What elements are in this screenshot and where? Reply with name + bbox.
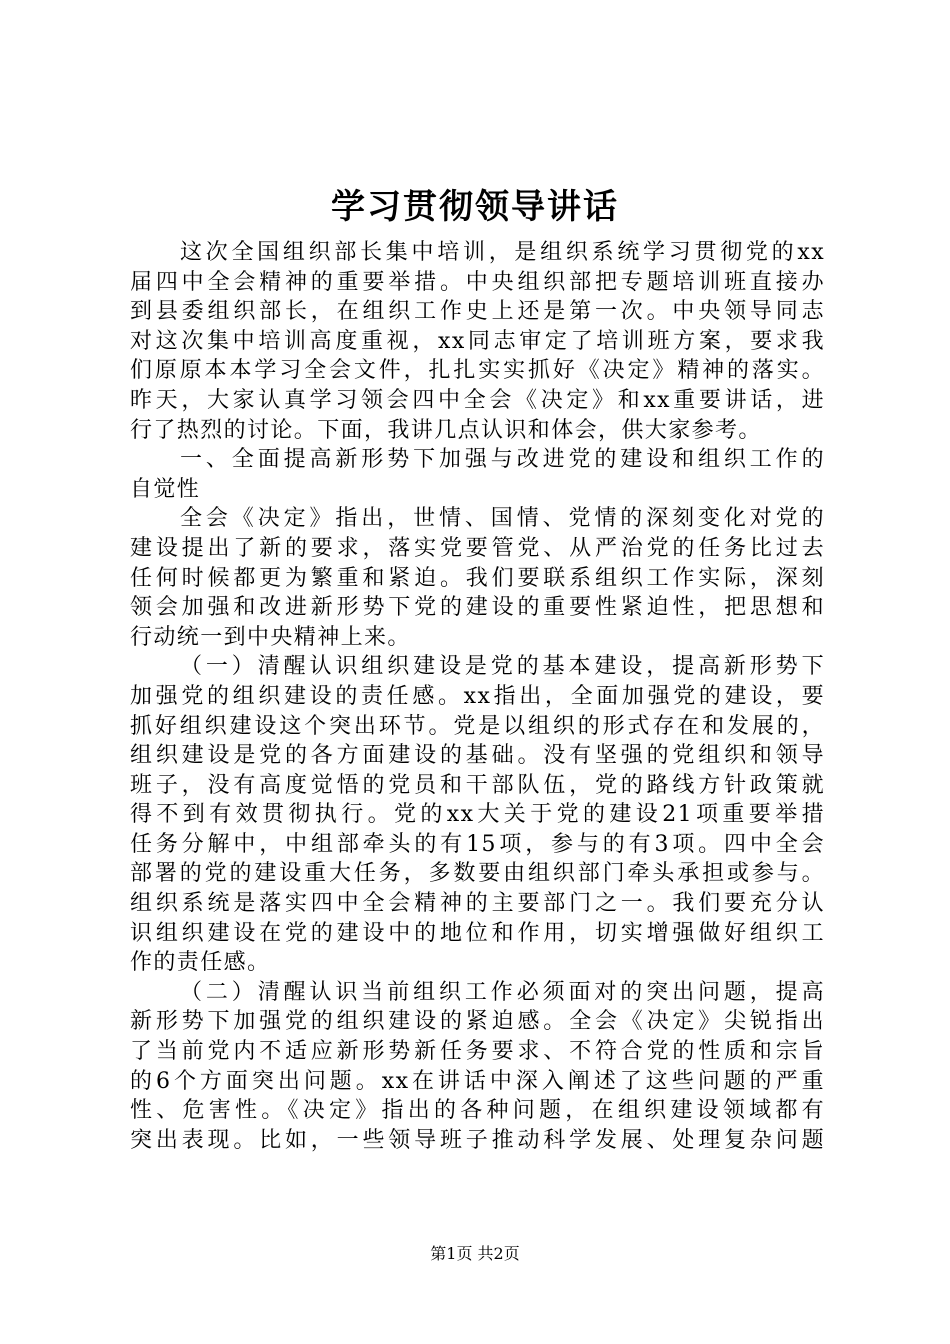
text-line: 作的责任感。 — [130, 950, 271, 976]
text-line: 领会加强和改进新形势下党的建设的重要性紧迫性，把思想和 — [130, 595, 825, 621]
text-line: 组织建设是党的各方面建设的基础。没有坚强的党组织和领导 — [130, 743, 825, 769]
text-line: 任何时候都更为繁重和紧迫。我们要联系组织工作实际，深刻 — [130, 565, 825, 591]
text-line: 行了热烈的讨论。下面，我讲几点认识和体会，供大家参考。 — [130, 417, 762, 443]
text-line: 任务分解中，中组部牵头的有15项，参与的有3项。四中全会 — [130, 831, 825, 857]
text-line: 抓好组织建设这个突出环节。党是以组织的形式存在和发展的， — [130, 713, 825, 739]
text-line: 性、危害性。《决定》指出的各种问题，在组织建设领域都有 — [130, 1098, 825, 1124]
page-number-footer: 第1页 共2页 — [430, 1244, 520, 1263]
text-line: 这次全国组织部长集中培训，是组织系统学习贯彻党的xx — [180, 240, 825, 265]
text-line: （二）清醒认识当前组织工作必须面对的突出问题，提高 — [180, 979, 825, 1005]
text-line: 加强党的组织建设的责任感。xx指出，全面加强党的建设，要 — [130, 683, 825, 709]
section-heading: 一、全面提高新形势下加强与改进党的建设和组织工作的 — [180, 447, 825, 473]
text-line: 建设提出了新的要求，落实党要管党、从严治党的任务比过去 — [130, 535, 825, 561]
text-line: 的6个方面突出问题。xx在讲话中深入阐述了这些问题的严重 — [130, 1068, 825, 1094]
document-title: 学习贯彻领导讲话 — [331, 187, 619, 227]
text-line: 了当前党内不适应新形势新任务要求、不符合党的性质和宗旨 — [130, 1039, 825, 1065]
text-line: 识组织建设在党的建设中的地位和作用，切实增强做好组织工 — [130, 920, 825, 946]
text-line: （一）清醒认识组织建设是党的基本建设，提高新形势下 — [180, 654, 825, 680]
text-line: 组织系统是落实四中全会精神的主要部门之一。我们要充分认 — [130, 891, 825, 917]
text-line: 突出表现。比如，一些领导班子推动科学发展、处理复杂问题 — [130, 1127, 825, 1153]
text-line: 得不到有效贯彻执行。党的xx大关于党的建设21项重要举措 — [130, 802, 825, 828]
section-heading: 自觉性 — [130, 476, 201, 502]
text-line: 们原原本本学习全会文件，扎扎实实抓好《决定》精神的落实。 — [130, 358, 825, 384]
text-line: 对这次集中培训高度重视，xx同志审定了培训班方案，要求我 — [130, 328, 825, 354]
text-line: 行动统一到中央精神上来。 — [130, 624, 411, 650]
text-line: 班子，没有高度觉悟的党员和干部队伍，党的路线方针政策就 — [130, 772, 825, 798]
text-line: 到县委组织部长，在组织工作史上还是第一次。中央领导同志 — [130, 299, 825, 325]
text-line: 届四中全会精神的重要举措。中央组织部把专题培训班直接办 — [130, 269, 825, 295]
text-line: 部署的党的建设重大任务，多数要由组织部门牵头承担或参与。 — [130, 861, 825, 887]
text-line: 新形势下加强党的组织建设的紧迫感。全会《决定》尖锐指出 — [130, 1009, 825, 1035]
document-body — [130, 238, 825, 1155]
text-line: 昨天，大家认真学习领会四中全会《决定》和xx重要讲话，进 — [130, 387, 825, 413]
text-line: 全会《决定》指出，世情、国情、党情的深刻变化对党的 — [180, 506, 825, 532]
